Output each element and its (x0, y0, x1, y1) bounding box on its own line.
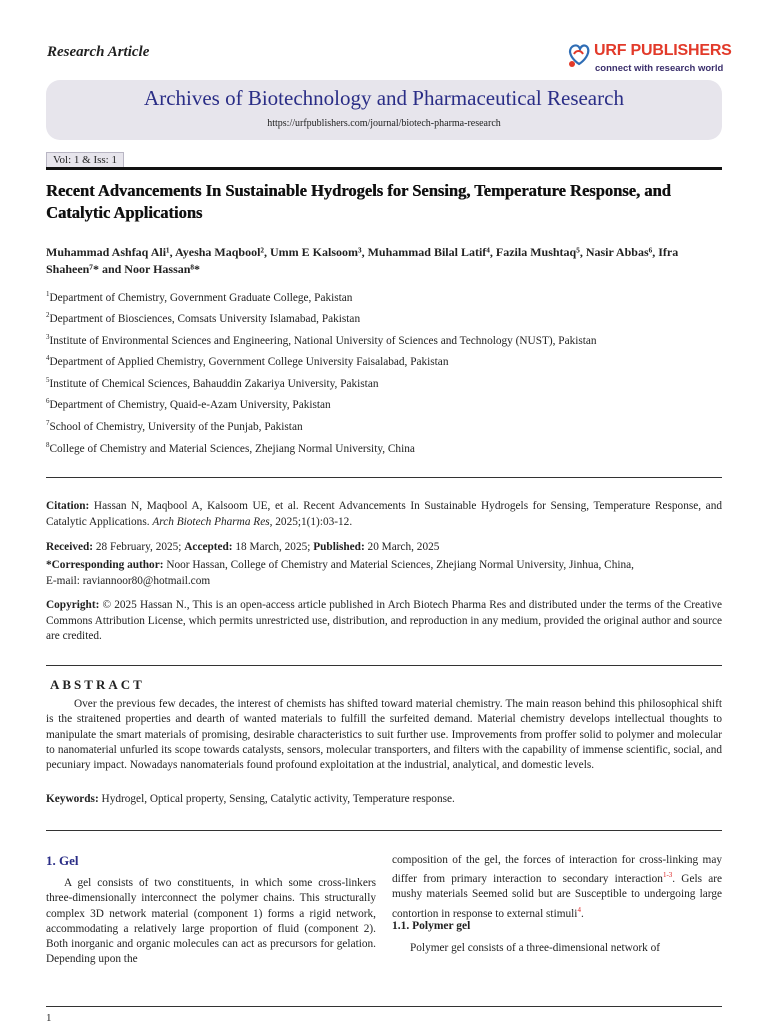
publisher-tagline: connect with research world (595, 63, 724, 74)
affiliation-number: 4 (46, 354, 50, 362)
corresponding-label: *Corresponding author: (46, 559, 164, 571)
published-date: 20 March, 2025 (367, 541, 440, 553)
divider (46, 830, 722, 831)
abstract-body: Over the previous few decades, the interest of chemists has shifted toward material chemistry. The main reason behind this philosophical shift is the straitened properties and dearth of wanted materials to fulfill the surfeited demand. Material chemistry develops intellectual thoughts to manipulate the smart materials of promising, desirable characteristics to suit further use. Improvements from proffer solid to polymer and molecular to nanomaterial unfurled its scope towards catalysts, sensors, molecular transporters, and filters with the capability of immense scientific, social, and pecuniary impact. Nowadays nanomaterials found profound exploitation at the industrial, analytical, and domestic levels. (46, 698, 722, 772)
subsection-title: 1.1. Polymer gel (392, 920, 471, 932)
affiliation-text: School of Chemistry, University of the Punjab, Pakistan (49, 420, 303, 433)
author-line-2: Shaheen⁷* and Noor Hassan⁸* (46, 262, 201, 276)
affiliation-8 (46, 441, 722, 455)
affiliation-5 (46, 376, 722, 390)
published-label: Published: (313, 541, 365, 553)
corresponding-text: Noor Hassan, College of Chemistry and Material Sciences, Zhejiang Normal University, Jinhua, China, (166, 559, 634, 571)
copyright-text: © 2025 Hassan N., This is an open-access article published in Arch Biotech Pharma Res and distributed under the terms of the Creative Commons Attribution License, which permits unrestricted use, distribution, and reproduction in any medium, provided the original author and source are credited. (46, 599, 722, 642)
divider (46, 477, 722, 478)
affiliation-text: Institute of Environmental Sciences and Engineering, National University of Sciences and Technology (NUST), Pakistan (49, 334, 597, 347)
keywords-label: Keywords: (46, 793, 99, 805)
author-line-1: Muhammad Ashfaq Ali¹, Ayesha Maqbool², Umm E Kalsoom³, Muhammad Bilal Latif⁴, Fazila Mushtaq⁵, Nasir Abbas⁶, Ifra (46, 245, 679, 259)
citation-journal: Arch Biotech Pharma Res, (152, 515, 273, 528)
copyright-label: Copyright: (46, 599, 100, 611)
divider (46, 665, 722, 666)
corresponding-author-block (46, 558, 722, 589)
journal-title: Archives of Biotechnology and Pharmaceutical Research (144, 86, 624, 110)
keywords-line (46, 793, 722, 805)
affiliation-1 (46, 290, 722, 304)
affiliation-number: 3 (46, 333, 50, 341)
right-text-b: . Gels are mushy materials Seemed solid but are Susceptible to undergoing large contortion in response to external stimuli (392, 873, 722, 920)
header-divider (46, 167, 722, 170)
affiliation-number: 6 (46, 397, 50, 405)
affiliation-number: 8 (46, 441, 50, 449)
page-number: 1 (46, 1012, 52, 1024)
right-column-paragraph-2: Polymer gel consists of a three-dimensional network of (410, 942, 661, 954)
right-column-paragraph (392, 853, 722, 922)
received-date: 28 February, 2025; (95, 541, 182, 553)
abstract-heading: ABSTRACT (50, 677, 145, 692)
affiliation-4 (46, 354, 722, 368)
author-list (46, 244, 722, 278)
dates-block (46, 540, 722, 556)
copyright-block (46, 598, 722, 645)
left-column-paragraph: A gel consists of two constituents, in which some cross-linkers three-dimensionally interconnect the polymer chains. This structurally complex 3D network material (component 1) forms a rigid network, accommodating a relatively large proportion of fluid (component 2). Both inorganic and organic molecules can act as precursors for gelation. Depending upon the (46, 877, 376, 966)
citation-text: Hassan N, Maqbool A, Kalsoom UE, et al. Recent Advancements In Sustainable Hydrogels for Sensing, Temperature Response, and Catalytic Applications. (46, 500, 722, 528)
section-title: 1. Gel (46, 853, 79, 868)
paper-title: Recent Advancements In Sustainable Hydrogels for Sensing, Temperature Response, and Catalytic Applications (46, 181, 671, 222)
citation-tail: 2025;1(1):03-12. (275, 515, 353, 528)
affiliation-text: Department of Chemistry, Government Graduate College, Pakistan (49, 291, 353, 304)
affiliation-number: 2 (46, 311, 50, 319)
right-text-a: composition of the gel, the forces of interaction for cross-linking may differ from primary interaction to secondary interaction (392, 854, 722, 886)
journal-banner (46, 80, 722, 140)
affiliation-text: Institute of Chemical Sciences, Bahauddin Zakariya University, Pakistan (49, 377, 379, 390)
volume-issue-badge: Vol: 1 & Iss: 1 (46, 152, 124, 168)
citation-label: Citation: (46, 500, 90, 512)
affiliation-text: College of Chemistry and Material Sciences, Zhejiang Normal University, China (49, 442, 415, 455)
affiliation-number: 5 (46, 376, 50, 384)
journal-url-link[interactable]: https://urfpublishers.com/journal/biotech-pharma-research (267, 118, 501, 129)
keywords-text: Hydrogel, Optical property, Sensing, Catalytic activity, Temperature response. (101, 793, 455, 805)
citation-block (46, 499, 722, 530)
affiliation-text: Department of Biosciences, Comsats University Islamabad, Pakistan (49, 312, 361, 325)
publisher-logo-icon (566, 42, 592, 72)
reference-link[interactable]: 4 (577, 905, 581, 914)
affiliation-text: Department of Chemistry, Quaid-e-Azam University, Pakistan (49, 398, 331, 411)
affiliation-text: Department of Applied Chemistry, Government College University Faisalabad, Pakistan (49, 355, 449, 368)
accepted-label: Accepted: (184, 541, 233, 553)
right-text-c: . (580, 907, 584, 920)
affiliation-number: 7 (46, 419, 50, 427)
article-type-label: Research Article (47, 44, 150, 60)
reference-link[interactable]: 1-3 (662, 871, 673, 880)
publisher-name: URF PUBLISHERS (594, 42, 732, 59)
email-link[interactable]: E-mail: raviannoor80@hotmail.com (46, 574, 211, 587)
affiliation-2 (46, 311, 722, 325)
accepted-date: 18 March, 2025; (235, 541, 311, 553)
footer-divider (46, 1006, 722, 1007)
affiliation-6 (46, 397, 722, 411)
received-label: Received: (46, 541, 94, 553)
publisher-logo[interactable] (566, 42, 732, 78)
affiliation-number: 1 (46, 290, 50, 298)
affiliation-7 (46, 419, 722, 433)
affiliation-3 (46, 333, 722, 347)
